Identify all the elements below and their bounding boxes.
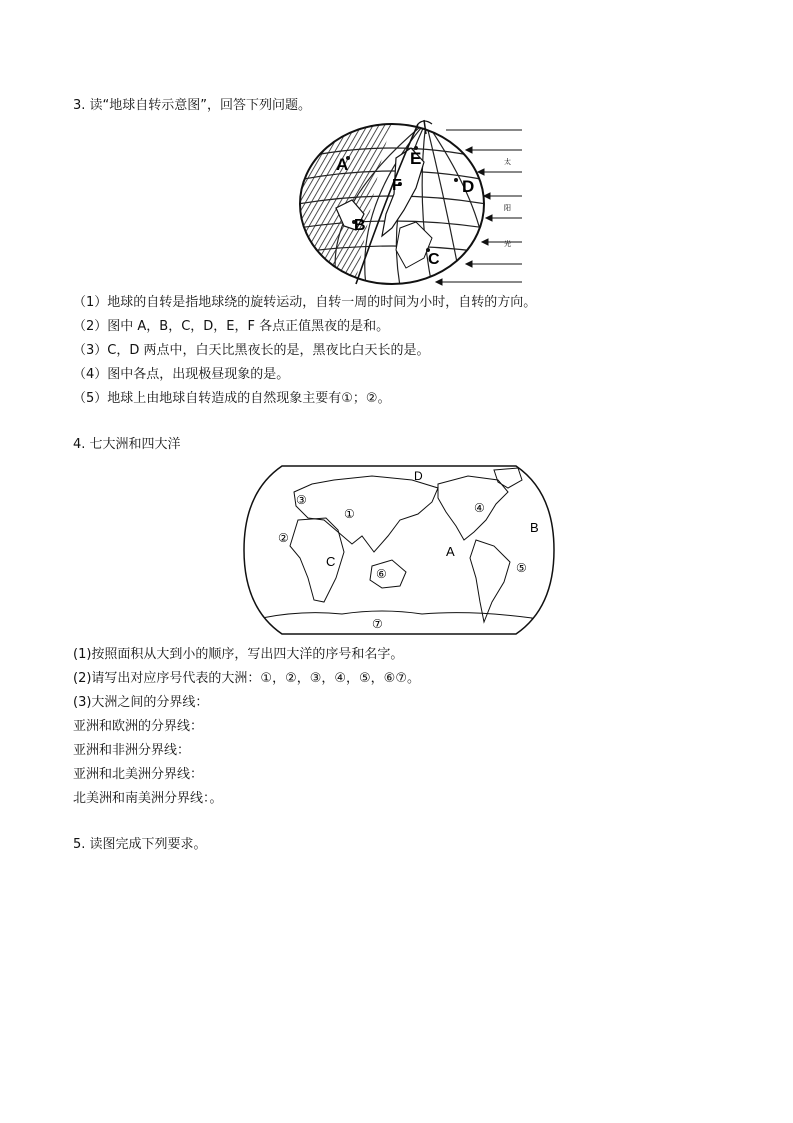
q4-item-6: 亚洲和北美洲分界线： [73, 767, 204, 782]
map-label-6: ⑥ [376, 567, 387, 581]
label-A: A [336, 155, 349, 174]
map-label-D: D [414, 469, 423, 483]
earth-rotation-figure [296, 118, 528, 288]
map-label-7: ⑦ [372, 617, 383, 631]
sun-label-1: 太 [504, 159, 511, 166]
q4-item-3: (3)大洲之间的分界线： [73, 695, 209, 710]
earth-rotation-diagram [296, 118, 528, 288]
q4-item-5: 亚洲和非洲分界线： [73, 743, 191, 758]
q5-heading: 5. 读图完成下列要求。 [73, 837, 207, 852]
q3-item-4: （4）图中各点，出现极昼现象的是。 [73, 367, 290, 382]
label-E: E [410, 149, 422, 168]
q4-item-2: (2)请写出对应序号代表的大洲：①，②，③，④，⑤，⑥⑦。 [73, 671, 420, 686]
map-label-4: ④ [474, 501, 485, 515]
label-B: B [354, 217, 366, 234]
label-D: D [462, 177, 475, 196]
map-label-5: ⑤ [516, 561, 527, 575]
label-F: F [392, 177, 402, 194]
q4-item-1: (1)按照面积从大到小的顺序，写出四大洋的序号和名字。 [73, 647, 404, 662]
q3-item-5: （5）地球上由地球自转造成的自然现象主要有①；②。 [73, 391, 391, 406]
q4-item-4: 亚洲和欧洲的分界线： [73, 719, 204, 734]
q4-item-7: 北美洲和南美洲分界线：。 [73, 791, 223, 806]
q3-item-2: （2）图中 A，B，C，D，E，F 各点正值黑夜的是和。 [73, 319, 390, 334]
q3-item-3: （3）C，D 两点中，白天比黑夜长的是，黑夜比白天长的是。 [73, 343, 430, 358]
map-label-A: A [446, 544, 455, 559]
map-label-3: ③ [296, 493, 307, 507]
label-C: C [428, 251, 440, 268]
q3-item-1: （1）地球的自转是指地球绕的旋转运动，自转一周的时间为小时，自转的方向。 [73, 295, 537, 310]
sun-label-3: 光 [504, 241, 511, 248]
world-map-figure [242, 462, 556, 638]
map-label-2: ② [278, 531, 289, 545]
sun-label-2: 阳 [504, 205, 511, 212]
q4-heading: 4. 七大洲和四大洋 [73, 437, 181, 452]
map-label-B: B [530, 520, 539, 535]
q3-heading: 3. 读“地球自转示意图”，回答下列问题。 [73, 98, 312, 113]
map-label-1: ① [344, 507, 355, 521]
world-map [242, 462, 556, 638]
map-label-C: C [326, 554, 336, 569]
